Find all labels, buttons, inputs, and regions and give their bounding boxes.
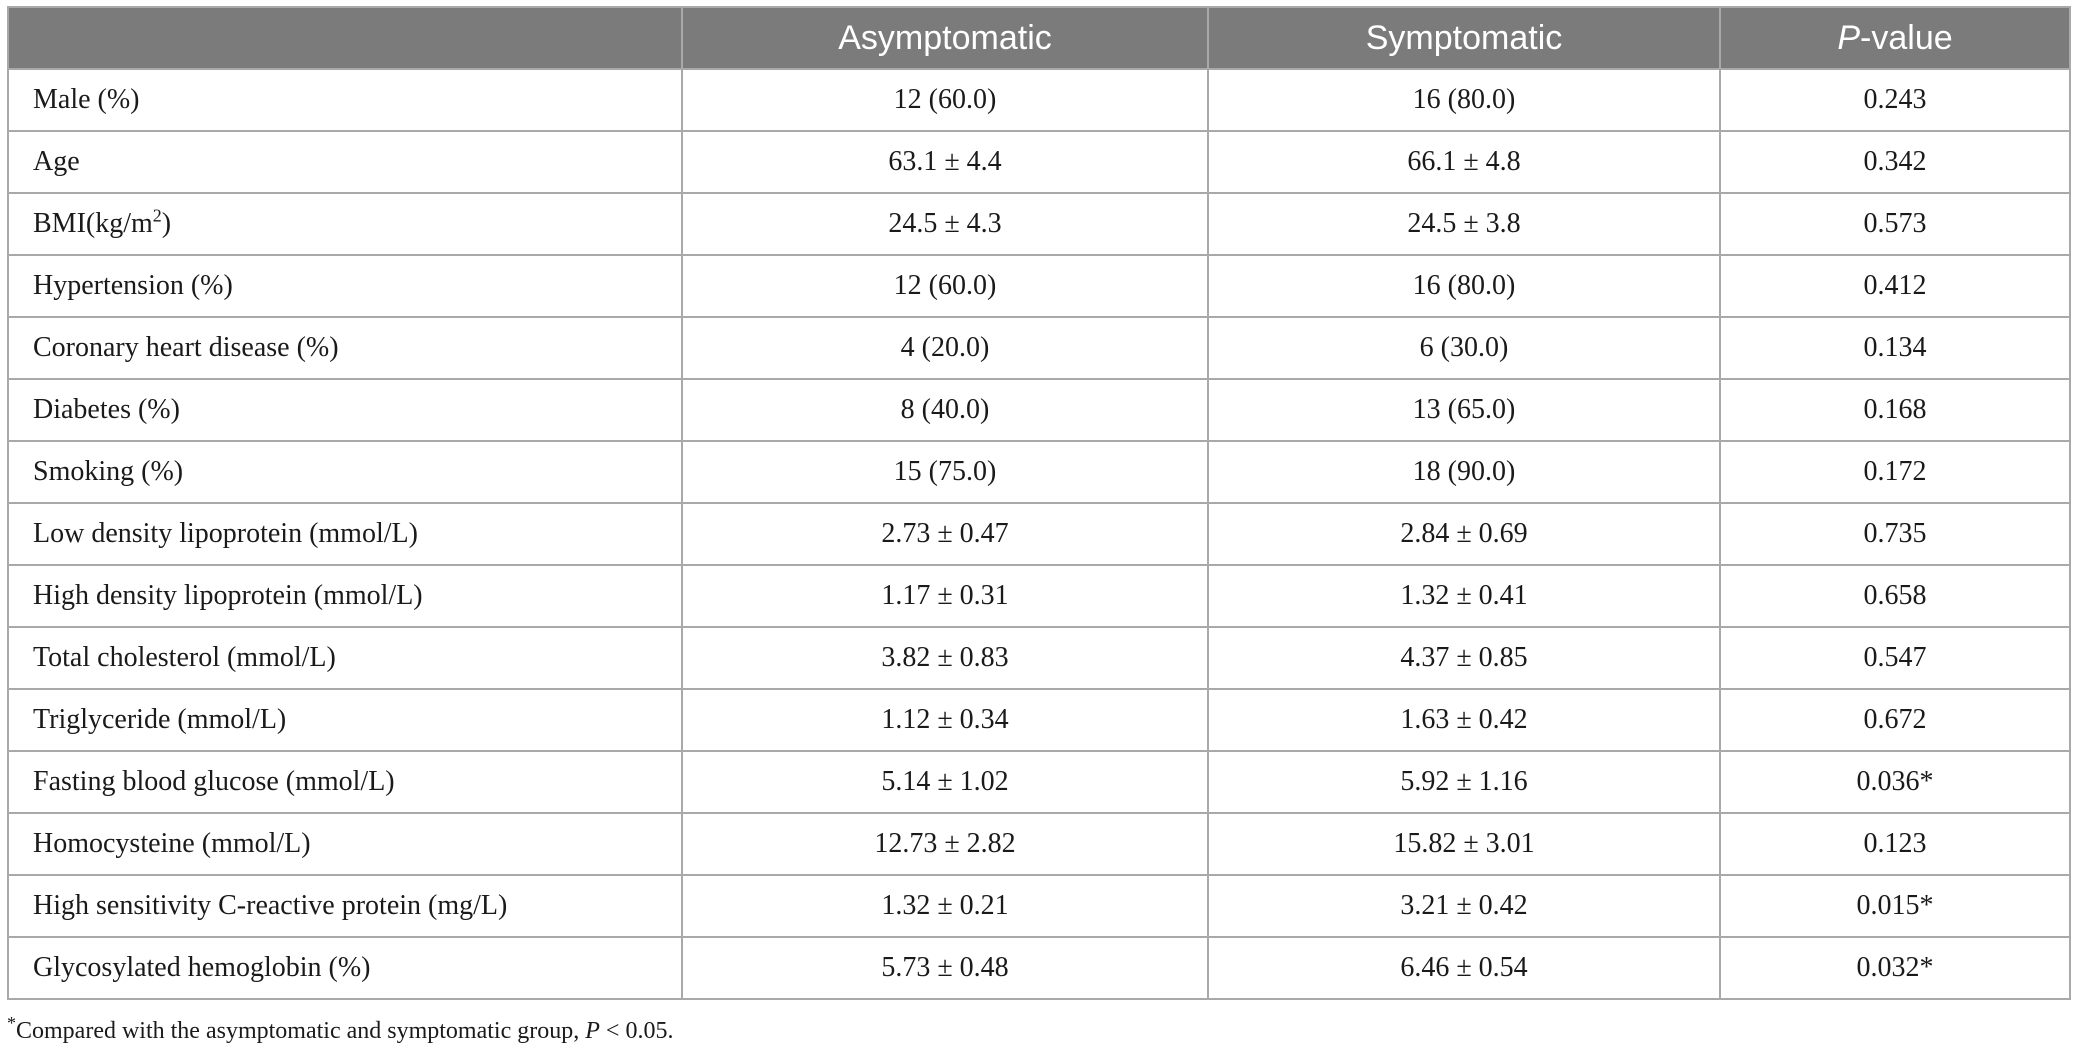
cell-symptomatic: 5.92 ± 1.16 bbox=[1208, 751, 1720, 813]
cell-p-value: 0.412 bbox=[1720, 255, 2070, 317]
table-row bbox=[8, 317, 2070, 379]
footnote-after: < 0.05. bbox=[599, 1018, 674, 1044]
cell-symptomatic: 24.5 ± 3.8 bbox=[1208, 193, 1720, 255]
cell-symptomatic: 15.82 ± 3.01 bbox=[1208, 813, 1720, 875]
cell-symptomatic: 1.32 ± 0.41 bbox=[1208, 565, 1720, 627]
footnote-p-italic: P bbox=[585, 1018, 600, 1044]
cell-symptomatic: 6 (30.0) bbox=[1208, 317, 1720, 379]
row-label-text: Coronary heart disease (%) bbox=[33, 332, 339, 363]
table-header bbox=[8, 7, 2070, 69]
cell-asymptomatic: 5.14 ± 1.02 bbox=[682, 751, 1208, 813]
cell-p-value: 0.172 bbox=[1720, 441, 2070, 503]
row-label bbox=[8, 937, 682, 999]
header-asymptomatic: Asymptomatic bbox=[682, 7, 1208, 69]
table-row bbox=[8, 813, 2070, 875]
table-row bbox=[8, 441, 2070, 503]
cell-p-value: 0.547 bbox=[1720, 627, 2070, 689]
row-label-suffix: ) bbox=[161, 208, 172, 239]
table-footnote bbox=[7, 1013, 674, 1045]
cell-asymptomatic: 1.12 ± 0.34 bbox=[682, 689, 1208, 751]
row-label-text: High sensitivity C-reactive protein (mg/L) bbox=[33, 890, 508, 921]
table-row bbox=[8, 503, 2070, 565]
row-label-text: Low density lipoprotein (mmol/L) bbox=[33, 518, 418, 549]
cell-symptomatic: 3.21 ± 0.42 bbox=[1208, 875, 1720, 937]
cell-p-value: 0.015* bbox=[1720, 875, 2070, 937]
row-label bbox=[8, 317, 682, 379]
cell-asymptomatic: 8 (40.0) bbox=[682, 379, 1208, 441]
row-label bbox=[8, 379, 682, 441]
header-variable bbox=[8, 7, 682, 69]
table-row bbox=[8, 937, 2070, 999]
cell-symptomatic: 13 (65.0) bbox=[1208, 379, 1720, 441]
row-label bbox=[8, 689, 682, 751]
row-label-text: Fasting blood glucose (mmol/L) bbox=[33, 766, 395, 797]
row-label-text: Smoking (%) bbox=[33, 456, 184, 487]
comparison-table bbox=[7, 6, 2071, 1000]
cell-asymptomatic: 15 (75.0) bbox=[682, 441, 1208, 503]
cell-p-value: 0.243 bbox=[1720, 69, 2070, 131]
cell-p-value: 0.672 bbox=[1720, 689, 2070, 751]
cell-p-value: 0.032* bbox=[1720, 937, 2070, 999]
row-label-text: Hypertension (%) bbox=[33, 270, 233, 301]
cell-asymptomatic: 12.73 ± 2.82 bbox=[682, 813, 1208, 875]
row-label bbox=[8, 751, 682, 813]
row-label-superscript: 2 bbox=[152, 205, 162, 226]
row-label bbox=[8, 503, 682, 565]
row-label-text: High density lipoprotein (mmol/L) bbox=[33, 580, 423, 611]
row-label-text: Total cholesterol (mmol/L) bbox=[33, 642, 336, 673]
row-label bbox=[8, 255, 682, 317]
cell-p-value: 0.735 bbox=[1720, 503, 2070, 565]
row-label-text: Male (%) bbox=[33, 84, 140, 115]
footnote-text: Compared with the asymptomatic and symptomatic group, bbox=[16, 1018, 586, 1044]
row-label bbox=[8, 193, 682, 255]
table-row bbox=[8, 875, 2070, 937]
table-body bbox=[8, 69, 2070, 999]
header-row bbox=[8, 7, 2070, 69]
cell-asymptomatic: 3.82 ± 0.83 bbox=[682, 627, 1208, 689]
header-symptomatic: Symptomatic bbox=[1208, 7, 1720, 69]
cell-asymptomatic: 1.17 ± 0.31 bbox=[682, 565, 1208, 627]
table-row bbox=[8, 379, 2070, 441]
cell-symptomatic: 6.46 ± 0.54 bbox=[1208, 937, 1720, 999]
row-label bbox=[8, 565, 682, 627]
cell-symptomatic: 18 (90.0) bbox=[1208, 441, 1720, 503]
row-label bbox=[8, 813, 682, 875]
cell-asymptomatic: 4 (20.0) bbox=[682, 317, 1208, 379]
table-row bbox=[8, 193, 2070, 255]
table-row bbox=[8, 689, 2070, 751]
header-p-value bbox=[1720, 7, 2070, 69]
cell-asymptomatic: 12 (60.0) bbox=[682, 69, 1208, 131]
row-label bbox=[8, 441, 682, 503]
cell-asymptomatic: 63.1 ± 4.4 bbox=[682, 131, 1208, 193]
data-table-container bbox=[7, 6, 2069, 1000]
row-label bbox=[8, 131, 682, 193]
cell-p-value: 0.168 bbox=[1720, 379, 2070, 441]
cell-symptomatic: 16 (80.0) bbox=[1208, 255, 1720, 317]
footnote-star: * bbox=[7, 1013, 16, 1033]
row-label-text: Triglyceride (mmol/L) bbox=[33, 704, 287, 735]
cell-asymptomatic: 12 (60.0) bbox=[682, 255, 1208, 317]
table-row bbox=[8, 565, 2070, 627]
cell-p-value: 0.342 bbox=[1720, 131, 2070, 193]
row-label-text: Age bbox=[33, 146, 80, 177]
table-row bbox=[8, 627, 2070, 689]
cell-asymptomatic: 5.73 ± 0.48 bbox=[682, 937, 1208, 999]
row-label-text: Homocysteine (mmol/L) bbox=[33, 828, 311, 859]
cell-p-value: 0.658 bbox=[1720, 565, 2070, 627]
row-label bbox=[8, 875, 682, 937]
cell-p-value: 0.123 bbox=[1720, 813, 2070, 875]
table-row bbox=[8, 69, 2070, 131]
table-row bbox=[8, 255, 2070, 317]
cell-asymptomatic: 2.73 ± 0.47 bbox=[682, 503, 1208, 565]
cell-p-value: 0.036* bbox=[1720, 751, 2070, 813]
cell-p-value: 0.134 bbox=[1720, 317, 2070, 379]
row-label-text: Glycosylated hemoglobin (%) bbox=[33, 952, 371, 983]
cell-asymptomatic: 1.32 ± 0.21 bbox=[682, 875, 1208, 937]
cell-asymptomatic: 24.5 ± 4.3 bbox=[682, 193, 1208, 255]
row-label-text: BMI(kg/m bbox=[33, 208, 153, 239]
row-label-text: Diabetes (%) bbox=[33, 394, 180, 425]
row-label bbox=[8, 627, 682, 689]
cell-symptomatic: 2.84 ± 0.69 bbox=[1208, 503, 1720, 565]
cell-symptomatic: 66.1 ± 4.8 bbox=[1208, 131, 1720, 193]
table-row bbox=[8, 751, 2070, 813]
header-p-rest: -value bbox=[1860, 18, 1953, 57]
table-row bbox=[8, 131, 2070, 193]
cell-symptomatic: 4.37 ± 0.85 bbox=[1208, 627, 1720, 689]
cell-symptomatic: 16 (80.0) bbox=[1208, 69, 1720, 131]
header-p-italic: P bbox=[1837, 18, 1861, 57]
cell-p-value: 0.573 bbox=[1720, 193, 2070, 255]
cell-symptomatic: 1.63 ± 0.42 bbox=[1208, 689, 1720, 751]
row-label bbox=[8, 69, 682, 131]
